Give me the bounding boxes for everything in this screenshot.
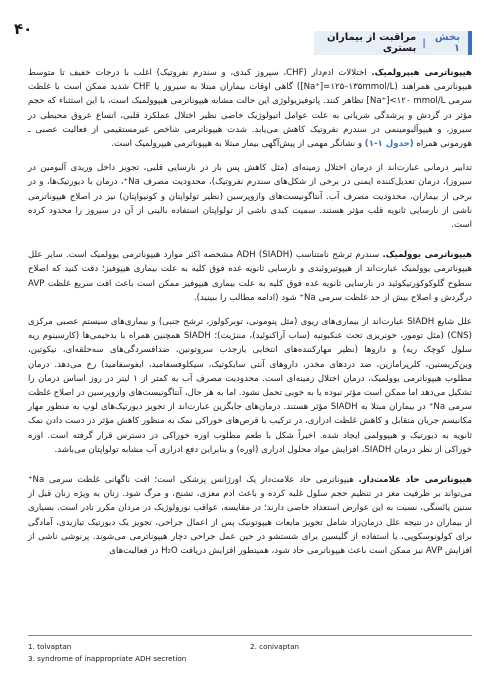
footnote-divider: [28, 635, 472, 636]
p1-line5: محیطی در سیروز، و هیپوآلبومینمی در سندرم نفروتیک کاهش می‌یابد. شدت هیپوناترمی شاخص غیرمستقیمی از فعالیت: [28, 110, 472, 135]
p1-line3: غلظت سرمی Na⁺]<۱۲۰ mmol/L] تظاهر کنند. پاتوفیزیولوژی این حالت مشابه هیپوناترمی هیپوولمیک است، با این: [28, 82, 472, 107]
p1-line4: استثناء که حجم مؤثر در گردش و پرشدگی شریانی به علت عوامل اتیولوژیک خاصی نظیر اختلال عملکرد قلبی، اتساع عروق: [28, 96, 472, 121]
table-reference-link[interactable]: (جدول ۱-۱): [364, 139, 414, 150]
chapter-label: بخش ۱: [434, 32, 460, 54]
paragraph-treatment: تدابیر درمانی عبارت‌اند از درمان اختلال زمینه‌ای (مثل کاهش پس بار در نارسایی قلبی، تجویز داخل وریدی آلبومین در سیروز)، درمان تعدیل‌کننده ایمنی در برخی از شکل‌های سندرم نفروتیک)، محدودیت مصرف Na⁺، درمان با دیورتیک‌ها، و در برخی از بیماران، محدودیت مصرف آب. آنتاگونیست‌های وازوپرسین (نظیر تولواپتان و کونیواپتان) نیز در اصلاح هیپوناترمی ناشی از نارسایی ثانویه قلب مؤثر هستند. سمیت کبدی ناشی از تولواپتان استفاده بالینی از آن در سیروز را محدود کرده است.: [28, 163, 472, 231]
chapter-header: [314, 31, 472, 55]
footnote-row: [28, 653, 472, 665]
page-number: ۴۰: [14, 20, 33, 38]
footnote-2: 2. conivaptan: [250, 642, 300, 651]
paragraph-euvolemic: [28, 248, 472, 305]
body-text: [28, 66, 472, 568]
p3-text: سندرم ترشح نامتناسب ADH (SIADH) مشخصه اکثر موارد هیپوناترمی یوولمیک است. سایر علل هیپوناترمی یوولمیک عبارت‌اند از هیپوتیروئیدی و نارسایی ثانویه غده فوق کلیه به علت بیماری هیپوفیز؛ دقت کنید که اصلاح سطوح گلوکوکورتیکوئید در نارسایی ثانویه غده فوق کلیه به علت بیماری هیپوفیز ممکن است باعث افت سریع غلظت AVP درگردش و اصلاح بیش از حد غلظت سرمی Na⁺ شود (ادامه مطالب را ببینید).: [28, 250, 472, 303]
p1-line6-pre: عصبی ـ هورمونی همراه: [28, 124, 472, 150]
paragraph-acute-symptomatic: [28, 473, 472, 558]
footnote-row: [28, 641, 472, 653]
footnotes: [28, 641, 472, 665]
term-hypervolemic: هیپوناترمی هیپرولمیک.: [371, 68, 472, 78]
footnote-1: 1. tolvaptan: [28, 642, 72, 651]
p5-text: هیپوناترمی حاد علامت‌دار یک اورژانس پزشکی است؛ افت ناگهانی غلظت سرمی Na⁺ می‌تواند بر ظرفیت مغز در تنظیم حجم سلول غلبه کرده و باعث ادم مغزی، تشنج، و مرگ شود. زنان به ویژه زنان قبل از سنین یائسگی، نسبت به این عوارض استعداد خاصی دارند؛ در مقایسه، عواقب نورولوژیک در مردان مکرر نادر است. بسیاری از بیماران در نتیجه علل درمان‌زاد شامل تجویز مایعات هیپوتونیک پس از اعمال جراحی، تجویز یک دیورتیک تیازیدی، آمادگی برای کولونوسکوپی، یا استفاده از گلیسین برای شستشو در حین عمل جراحی دچار هیپوناترمی می‌شوند. پرنوشی ناشی از افزایش AVP نیز ممکن است باعث هیپوناترمی حاد شود، همینطور افزایش دریافت H₂O در فعالیت‌های: [28, 475, 472, 557]
paragraph-siadh-causes: علل شایع SIADH عبارت‌اند از بیماری‌های ریوی (مثل پنومونی، توبرکولوز، ترشح جنبی) و بیماری‌های سیستم عصبی مرکزی (CNS) (مثل تومور، خونریزی تحت عنکبوتیه (ساب آراکنوئید)، مننژیت)؛ SIADH همچنین همراه با بدخیمی‌ها (کارسینوم ریه سلول کوچک ریه) و داروها (نظیر مهارکننده‌های انتخابی بازجذب سروتونین، ضدافسردگی‌های سه‌حلقه‌ای، نیکوتین، وین‌کریستین، کلرپرامازین، ضد دردهای مخدر، داروهای آنتی سایکوتیک، سیکلوفسفامید، ایفوسفامید) رخ می‌دهد. درمان مطلوب هیپوناترمی یوولمیک، درمان اختلال زمینه‌ای است. محدودیت مصرف آب به کمتر از ۱ لیتر در روز اساس درمان را تشکیل می‌دهد اما ممکن است مؤثر نبوده یا به خوبی تحمل نشود. اما به هر حال، آنتاگونیست‌های وازوپرسین در اصلاح غلظت سرمی Na⁺ در بیماران مبتلا به SIADH مؤثر هستند. درمان‌های جایگزین عبارت‌اند از تجویز دیورتیک‌های لوپ به منظور مهار مکانیسم جریان متقابل و کاهش غلظت ادراری، در ترکیب با قرص‌های خوراکی نمک به منظور کاهش مؤثر در دست دادن نمک ثانویه به دیورتیک و هیپوولمی ایجاد شده. اخیراً شکل با طعم مطلوب اوره خوراکی در دسترس قرار گرفته است. اوره خوراکی از نظر درمان SIADH، افزایش مواد محلول ادراری (اوره) و بنابراین دفع ادراری آب مشابه تولواپتان می‌باشد.: [28, 317, 473, 455]
term-euvolemic: هیپوناترمی یوولمیک.: [382, 250, 472, 261]
chapter-title: مراقبت از بیماران بستری: [327, 32, 417, 54]
paragraph-hypervolemic: [28, 66, 472, 151]
chapter-separator: |: [422, 37, 426, 49]
p1-line1: اختلالات ادم‌دار (CHF، سیروز کبدی، و سندرم نفروتیک) اغلب با درجات خفیف تا متوسط: [28, 68, 372, 78]
p1-line2: هیپوناترمی همراهند (Na⁺]=۱۲۵–۱۳۵mmol/L]) گاهی اوقات بیماران مبتلا به سیروز یا CHF شدید ممکن است با: [54, 82, 472, 93]
term-acute-symptomatic: هیپوناترمی حاد علامت‌دار.: [358, 475, 472, 486]
footnote-3: 3. syndrome of inappropriate ADH secretion: [28, 654, 187, 663]
p1-line6-post: و نشانگر مهمی از پیش‌آگهی بیمار مبتلا به هیپوناترمی هیپرولمیک است.: [111, 139, 365, 150]
